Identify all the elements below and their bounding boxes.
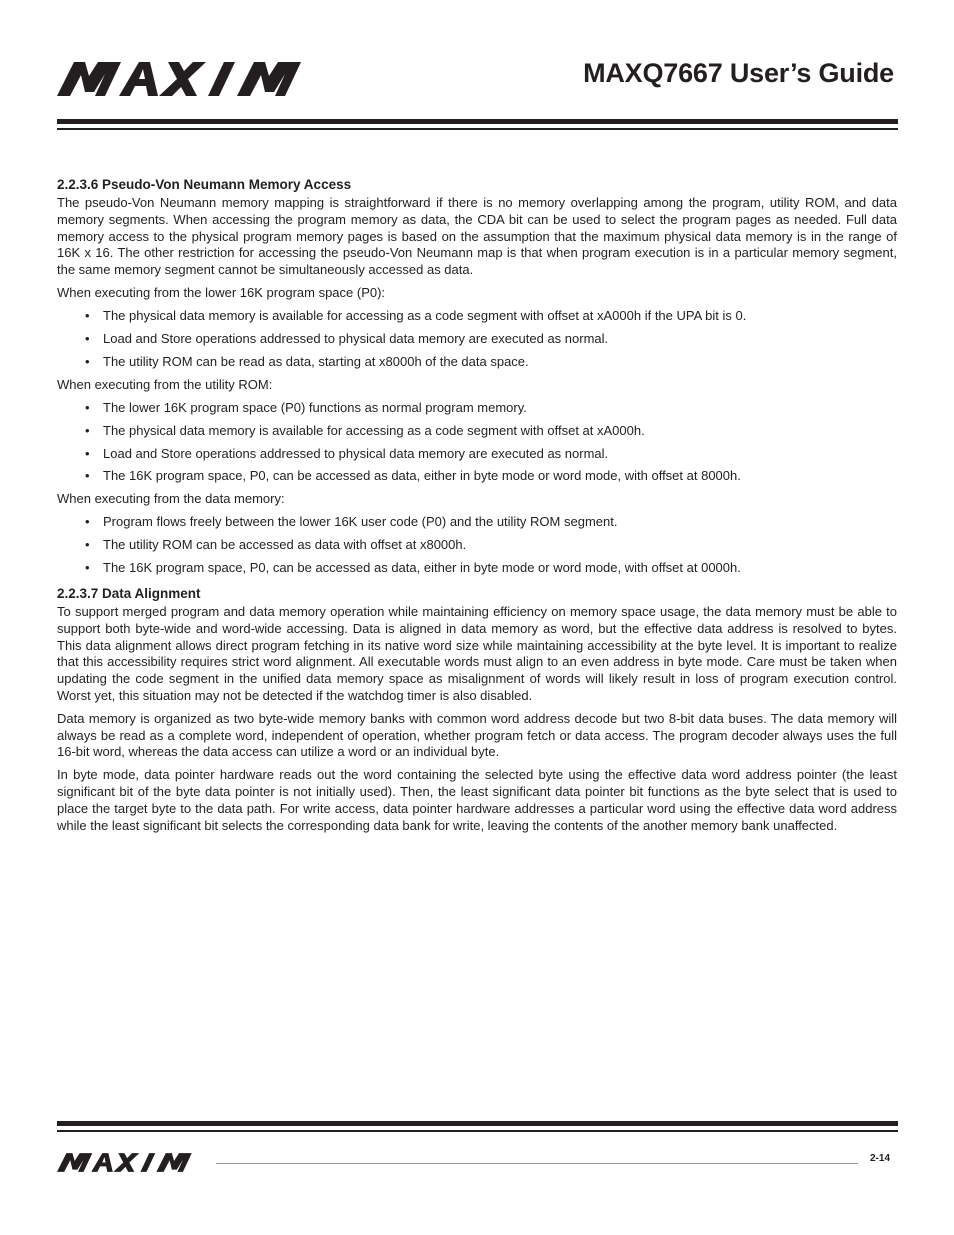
list-lead: When executing from the lower 16K program space (P0): (57, 284, 386, 300)
footer-rule-thin (57, 1130, 898, 1132)
list-lead: When executing from the utility ROM: (57, 376, 273, 392)
list-item: • Program flows freely between the lower 16K user code (P0) and the utility ROM segment. (57, 514, 897, 531)
section-heading: 2.2.3.7 Data Alignment (57, 586, 201, 602)
list-item: • The physical data memory is available for accessing as a code segment with offset at xA000h. (57, 423, 897, 440)
section-intro-paragraph: The pseudo-Von Neumann memory mapping is straightforward if there is no memory overlapping among the program, utility ROM, and data memory segments. When accessing the program memory as data, the CDA bit can be used to select the program pages as needed. Full data memory access to the physical program memory pages is based on the assumption that the maximum physical data memory is in the range of 16K x 16. The other restriction for accessing the pseudo-Von Neumann map is that when program execution is in a particular memory segment, the same memory segment cannot be simultaneously accessed as data. (57, 195, 897, 278)
section-heading: 2.2.3.6 Pseudo-Von Neumann Memory Access (57, 177, 352, 192)
maxim-logo (57, 62, 325, 96)
list-lead: When executing from the data memory: (57, 491, 285, 507)
page-number: 2-14 (870, 1153, 891, 1164)
page-content (57, 176, 897, 840)
list-item: • The 16K program space, P0, can be accessed as data, either in byte mode or word mode, with offset at 8000h. (57, 468, 897, 485)
bullet-list (57, 514, 897, 577)
body-paragraph: To support merged program and data memory operation while maintaining efficiency on memory space usage, the data memory must be able to support both byte-wide and word-wide accessing. Data is aligned in data memory as word, but the effective data address is resolved to bytes. This data alignment allows direct program fetching in its native word size while maintaining accessibility at the byte level. It is important to realize that this accessibility requires strict word alignment. All executable words must align to an even address in byte mode. Care must be taken when updating the code segment in the unified data memory space as misalignment of words will likely result in loss of program execution control. Worst yet, this situation may not be detected if the watchdog timer is also disabled. (57, 604, 897, 704)
document-title: MAXQ7667 User’s Guide (583, 58, 894, 88)
footer-rule-thick (57, 1121, 898, 1126)
section-pseudo-von-neumann (57, 176, 897, 577)
list-item: • The utility ROM can be accessed as data with offset at x8000h. (57, 537, 897, 554)
bullet-list (57, 400, 897, 486)
list-item: • The utility ROM can be read as data, starting at x8000h of the data space. (57, 354, 897, 371)
section-data-alignment (57, 585, 897, 834)
maxim-footer-logo (57, 1153, 205, 1172)
header-rule-thick (57, 119, 898, 124)
list-item: • Load and Store operations addressed to physical data memory are executed as normal. (57, 446, 897, 463)
list-item: • The physical data memory is available for accessing as a code segment with offset at xA000h if the UPA bit is 0. (57, 308, 897, 325)
bullet-list (57, 308, 897, 371)
footer-divider (216, 1163, 858, 1164)
list-item: • The lower 16K program space (P0) functions as normal program memory. (57, 400, 897, 417)
header-rule-thin (57, 128, 898, 130)
list-item: • The 16K program space, P0, can be accessed as data, either in byte mode or word mode, with offset at 0000h. (57, 560, 897, 577)
body-paragraph: Data memory is organized as two byte-wide memory banks with common word address decode but two 8-bit data buses. The data memory will always be read as a complete word, independent of operation, whether program fetch or data access. The program decoder always uses the full 16-bit word, whereas the data access can utilize a word or an individual byte. (57, 710, 897, 760)
body-paragraph: In byte mode, data pointer hardware reads out the word containing the selected byte using the effective data word address pointer (the least significant bit of the byte data pointer is not initially used). Then, the least significant data pointer bit functions as the byte select that is used to place the target byte to the data path. For write access, data pointer hardware addresses a particular word using the effective data word address while the least significant bit selects the corresponding data bank for write, leaving the contents of the another memory bank unaffected. (57, 767, 897, 833)
list-item: • Load and Store operations addressed to physical data memory are executed as normal. (57, 331, 897, 348)
